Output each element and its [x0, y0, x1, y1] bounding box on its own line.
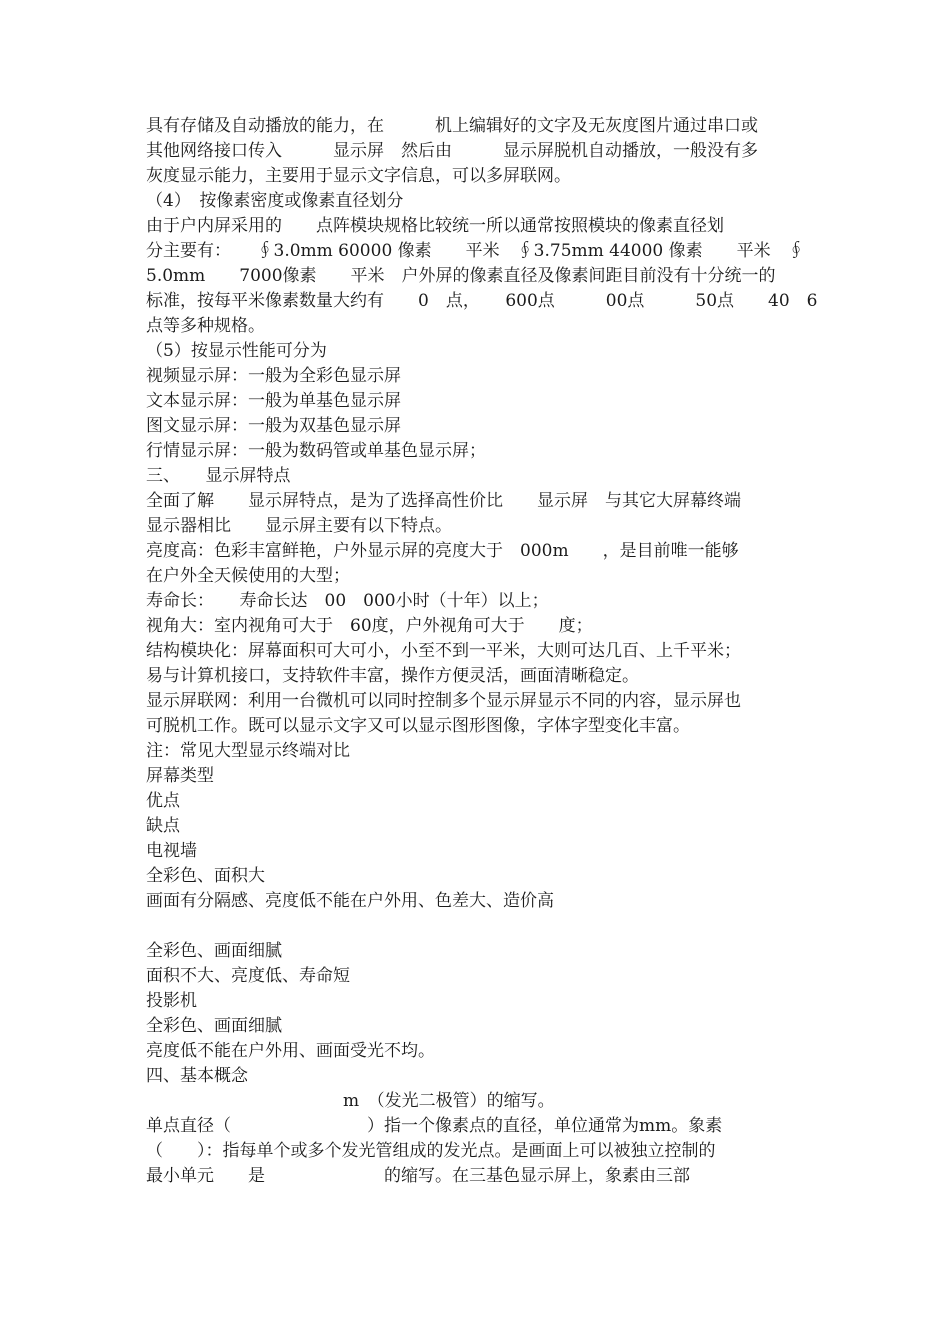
- section-heading: （4） 按像素密度或像素直径划分: [146, 191, 404, 211]
- table-cell: 优点: [146, 791, 180, 811]
- text-line: 具有存储及自动播放的能力，在 机上编辑好的文字及无灰度图片通过串口或: [146, 116, 758, 136]
- text-line: 显示器相比 显示屏主要有以下特点。: [146, 516, 452, 536]
- table-cell: 缺点: [146, 816, 180, 836]
- text-line: 单点直径（ ）指一个像素点的直径，单位通常为mm。象素: [146, 1116, 723, 1136]
- text-line: 由于户内屏采用的 点阵模块规格比较统一所以通常按照模块的像素直径划: [146, 216, 724, 236]
- table-cell: 全彩色、画面细腻: [146, 941, 282, 961]
- text-line: 标准，按每平米像素数量大约有 0 点， 600点 00点 50点 40 6: [146, 291, 818, 311]
- text-line: 5.0mm 7000像素 平米 户外屏的像素直径及像素间距目前没有十分统一的: [146, 266, 776, 286]
- text-line: 最小单元 是 的缩写。在三基色显示屏上，象素由三部: [146, 1166, 690, 1186]
- text-line: （ ）：指每单个或多个发光管组成的发光点。是画面上可以被独立控制的: [146, 1141, 716, 1161]
- text-line: 全面了解 显示屏特点，是为了选择高性价比 显示屏 与其它大屏幕终端: [146, 491, 741, 511]
- text-line: 注：常见大型显示终端对比: [146, 741, 350, 761]
- section-heading: 四、基本概念: [146, 1066, 248, 1086]
- text-line: 易与计算机接口，支持软件丰富，操作方便灵活，画面清晰稳定。: [146, 666, 639, 686]
- text-line: 分主要有： ∮3.0mm 60000 像素 平米 ∮3.75mm 44000 像素 平米 ∮: [146, 241, 805, 261]
- text-line: 视频显示屏：一般为全彩色显示屏: [146, 366, 401, 386]
- table-cell: 全彩色、面积大: [146, 866, 265, 886]
- table-cell: 投影机: [146, 991, 197, 1011]
- text-line: 显示屏联网：利用一台微机可以同时控制多个显示屏显示不同的内容，显示屏也: [146, 691, 741, 711]
- text-line: 点等多种规格。: [146, 316, 265, 336]
- table-cell: 屏幕类型: [146, 766, 214, 786]
- text-line: 其他网络接口传入 显示屏 然后由 显示屏脱机自动播放，一般没有多: [146, 141, 758, 161]
- text-line: 亮度高：色彩丰富鲜艳，户外显示屏的亮度大于 000m ，是目前唯一能够: [146, 541, 739, 561]
- table-cell: 画面有分隔感、亮度低不能在户外用、色差大、造价高: [146, 891, 554, 911]
- table-cell: 亮度低不能在户外用、画面受光不均。: [146, 1041, 435, 1061]
- text-line: 在户外全天候使用的大型；: [146, 566, 350, 586]
- text-line: 可脱机工作。既可以显示文字又可以显示图形图像，字体字型变化丰富。: [146, 716, 690, 736]
- table-cell: 全彩色、画面细腻: [146, 1016, 282, 1036]
- text-line: 行情显示屏：一般为数码管或单基色显示屏；: [146, 441, 486, 461]
- text-line: 视角大：室内视角可大于 60度，户外视角可大于 度；: [146, 616, 593, 636]
- text-line: 寿命长： 寿命长达 00 000小时（十年）以上；: [146, 591, 549, 611]
- text-line: 结构模块化：屏幕面积可大可小，小至不到一平米，大则可达几百、上千平米；: [146, 641, 741, 661]
- table-cell: 面积不大、亮度低、寿命短: [146, 966, 350, 986]
- text-line: 文本显示屏：一般为单基色显示屏: [146, 391, 401, 411]
- section-heading: （5）按显示性能可分为: [146, 341, 327, 361]
- text-line: 图文显示屏：一般为双基色显示屏: [146, 416, 401, 436]
- section-heading: 三、 显示屏特点: [146, 466, 291, 486]
- text-line: 灰度显示能力，主要用于显示文字信息，可以多屏联网。: [146, 166, 571, 186]
- text-line: m （发光二极管）的缩写。: [343, 1091, 555, 1111]
- table-cell: 电视墙: [146, 841, 197, 861]
